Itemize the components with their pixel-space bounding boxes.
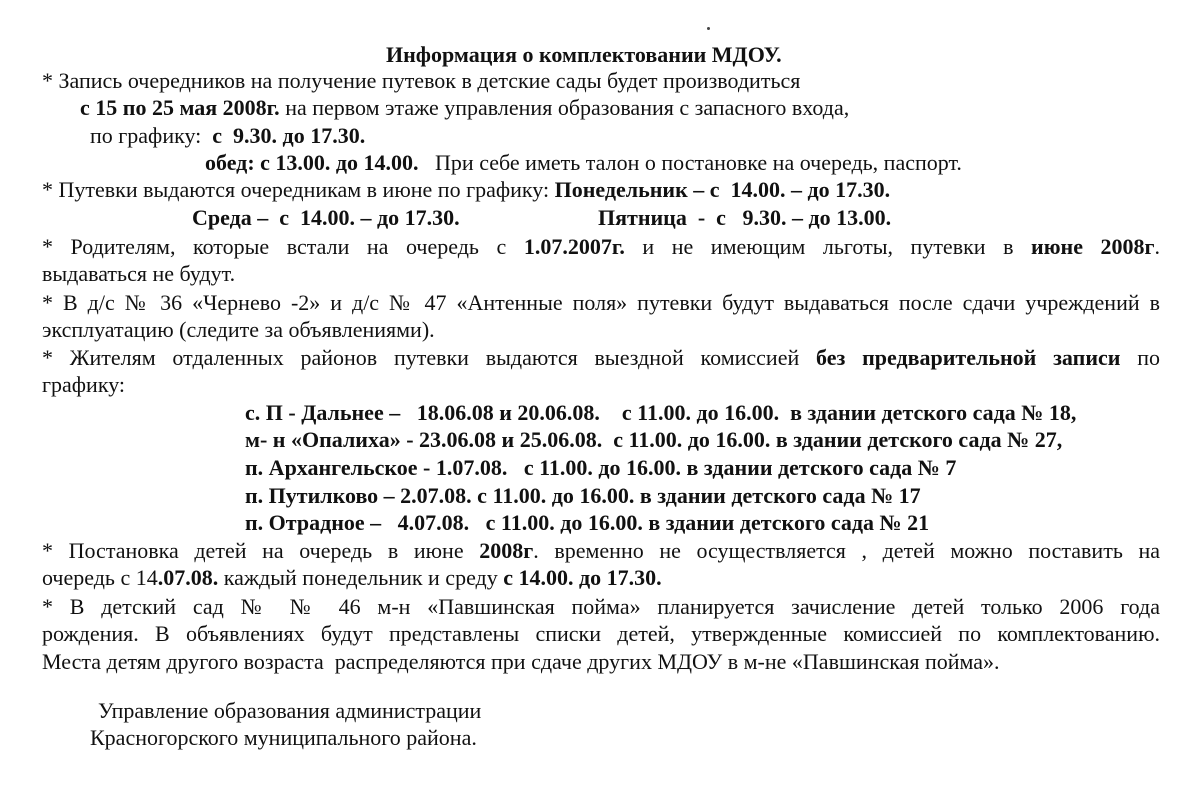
- item1-dates: с 15 по 25 мая 2008г.: [80, 95, 280, 120]
- item1-line3: [90, 122, 365, 150]
- item7-line2: рождения. В объявлениях будут представлены списки детей, утвержденные комиссией по комплектованию.: [42, 621, 1160, 646]
- item1-line2: [80, 94, 849, 122]
- item1-documents: При себе иметь талон о постановке на очередь, паспорт.: [418, 150, 962, 175]
- item1-line1: * Запись очередников на получение путевок в детские сады будет производиться: [42, 68, 801, 93]
- item3-june: июне 2008г: [1031, 234, 1155, 259]
- item6-hours: с 14.00. до 17.30.: [503, 565, 662, 590]
- item1-line4: [205, 149, 962, 177]
- item2-line1: [42, 176, 890, 204]
- item1-location: на первом этаже управления образования с запасного входа,: [279, 95, 850, 120]
- signature-line2: Красногорского муниципального района.: [90, 725, 477, 750]
- item1-schedule-hours: с 9.30. до 17.30.: [212, 123, 366, 148]
- schedule-row: п. Архангельское - 1.07.08. с 11.00. до 16.00. в здании детского сада № 7: [245, 455, 957, 480]
- schedule-row: п. Путилково – 2.07.08. с 11.00. до 16.00. в здании детского сада № 17: [245, 483, 921, 508]
- item7-line1: * В детский сад № № 46 м-н «Павшинская пойма» планируется зачисление детей только 2006 года: [42, 594, 1160, 619]
- item2-wednesday: Среда – с 14.00. – до 17.30.: [192, 205, 460, 230]
- schedule-row: п. Отрадное – 4.07.08. с 11.00. до 16.00. в здании детского сада № 21: [245, 510, 930, 535]
- item6-line1: * Постановка детей на очередь в июне 2008г. временно не осуществляется , детей можно поставить на: [42, 538, 1161, 563]
- item5-line1: * Жителям отдаленных районов путевки выдаются выездной комиссией без предварительной записи по: [42, 345, 1160, 370]
- schedule-row: с. П - Дальнее – 18.06.08 и 20.06.08. с 11.00. до 16.00. в здании детского сада № 18,: [245, 400, 1077, 425]
- item5-line2: графику:: [42, 372, 126, 397]
- item1-schedule-prefix: по графику:: [90, 123, 213, 148]
- item5-no-appointment: без предварительной записи: [816, 345, 1121, 370]
- item3-date: 1.07.2007г.: [523, 234, 625, 259]
- item1-lunch: обед: с 13.00. до 14.00.: [205, 150, 419, 175]
- item6-line2: очередь с 14.07.08. каждый понедельник и среду с 14.00. до 17.30.: [42, 565, 662, 590]
- item4-line1: * В д/с № 36 «Чернево -2» и д/с № 47 «Антенные поля» путевки будут выдаваться после сдачи учреждений в: [42, 290, 1160, 315]
- item2-monday: Понедельник – с 14.00. – до 17.30.: [554, 177, 891, 202]
- item3-line1: * Родителям, которые встали на очередь с 1.07.2007г. и не имеющим льготы, путевки в июне 2008г.: [42, 234, 1161, 259]
- item2-prefix: * Путевки выдаются очередникам в июне по графику:: [42, 177, 555, 202]
- signature-line1: Управление образования администрации: [98, 698, 482, 723]
- item6-year: 2008г: [479, 538, 534, 563]
- scan-dot: [707, 27, 710, 30]
- item4-line2: эксплуатацию (следите за объявлениями).: [42, 317, 435, 342]
- item2-friday: Пятница - с 9.30. – до 13.00.: [598, 205, 892, 230]
- item7-line3: Места детям другого возраста распределяются при сдаче других МДОУ в м-не «Павшинская пойма».: [42, 649, 1000, 674]
- item3-line2: выдаваться не будут.: [42, 261, 236, 286]
- schedule-row: м- н «Опалиха» - 23.06.08 и 25.06.08. с 11.00. до 16.00. в здании детского сада № 27,: [245, 427, 1063, 452]
- document-title: Информация о комплектовании МДОУ.: [386, 42, 782, 67]
